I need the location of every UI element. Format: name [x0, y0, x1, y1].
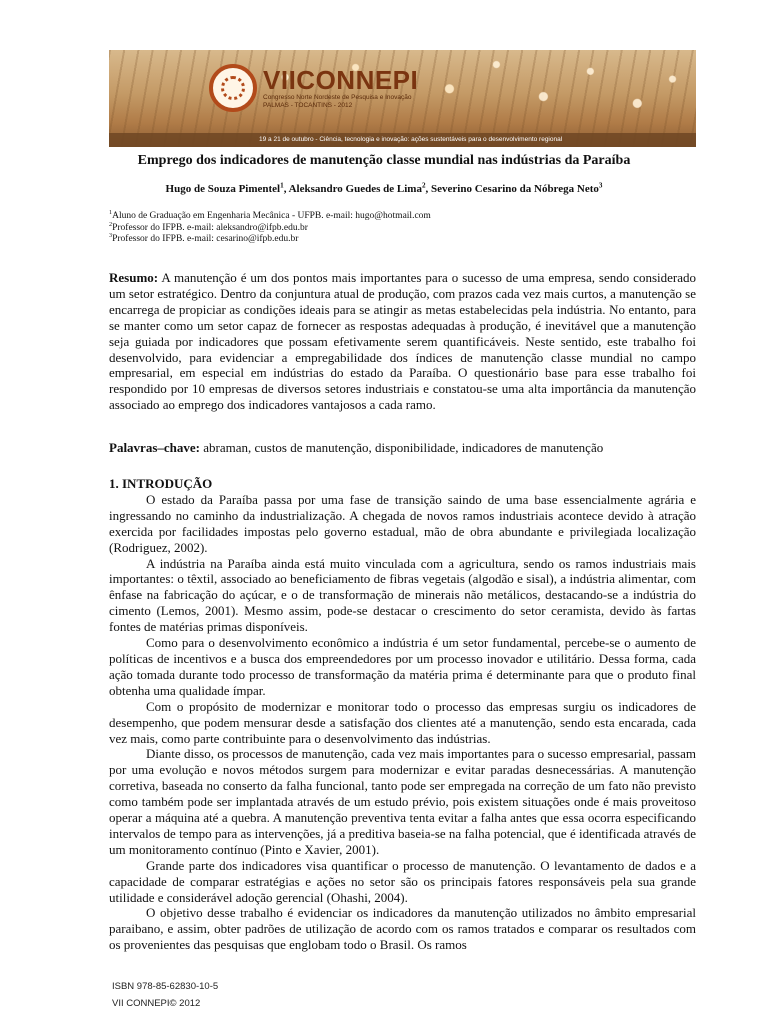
conference-brand: VIICONNEPI	[263, 65, 419, 95]
author-list: Hugo de Souza Pimentel$^1$, Aleksandro Guedes de Lima$^2$, Severino Cesarino da Nóbrega Neto$^3$	[165, 181, 603, 195]
conference-location: PALMAS - TOCANTINS - 2012	[263, 102, 353, 109]
author-mark: 1	[280, 181, 284, 190]
affiliation-line: $^3$Professor do IFPB. e-mail: cesarino@ifpb.edu.br	[109, 232, 299, 244]
logo-ring-icon	[209, 64, 257, 112]
paragraph: O objetivo desse trabalho é evidenciar os indicadores da manutenção utilizados no âmbito empresarial paraibano, e assim, obter padrões de utilização de acordo com os ramos tratados e comparar os resultados com os provenientes das pesquisas que englobam todo o Brasil. Os ramos	[109, 905, 696, 953]
paragraph: Diante disso, os processos de manutenção, cada vez mais importantes para o sucesso empresarial, passam por uma evolução e novos métodos surgem para modernizar e evitar paradas desnecessárias. A manutenção corretiva, baseada no conserto da falha funcional, tanto pode ser empregada na correção de um fato não previsto como também pode ser implantada através de um estudo prévio, pois existem situações onde é mais proveitoso operar a máquina até a quebra. A manutenção preventiva tenta evitar a falha antes que essa ocorra especificando intervalos de tempo para as intervenções, já a preditiva baseia-se na falha potencial, que é identificada através de um monitoramento contínuo (Pinto e Xavier, 2001).	[109, 746, 696, 857]
author-mark: 3	[598, 181, 603, 190]
affiliations	[109, 211, 431, 246]
author-name: Severino Cesarino da Nóbrega Neto	[431, 183, 599, 195]
author-name: Hugo de Souza Pimentel	[165, 183, 281, 195]
abstract-text: A manutenção é um dos pontos mais importantes para o sucesso de uma empresa, sendo considerado um setor estratégico. Dentro da conjuntura atual de produção, com prazos cada vez mais curtos, a manutenção se encarrega de propiciar as condições ideais para se atingir as metas estabelecidas pela indústria. No entanto, para se manter como um setor capaz de fornecer as respostas adequadas à produção, é inevitável que a manutenção seja guiada por indicadores que possam efetivamente serem quantificáveis. Neste sentido, este trabalho foi desenvolvido, para evidenciar a empregabilidade dos índices de manutenção classe mundial no campo empresarial, em especial em indústrias do estado da Paraíba. O questionário base para esse trabalho foi respondido por 10 empresas de diversos setores industriais e constatou-se uma alta importância da manutenção associado ao emprego dos indicadores vantajosos a cada ramo.	[109, 270, 696, 413]
paragraph: A indústria na Paraíba ainda está muito vinculada com a agricultura, sendo os ramos industriais mais importantes: o têxtil, associado ao beneficiamento de fibras vegetais (algodão e sisal), a indústria alimentar, com ênfase na fabricação do açúcar, e o de transformação de minerais não metálicos, destacando-se a indústria do cimento (Lemos, 2001). Mesmo assim, pode-se destacar o crescimento do setor ceramista, devido às fartas fontes de matérias primas disponíveis.	[109, 555, 696, 635]
footer-isbn: ISBN 978-85-62830-10-5	[112, 981, 219, 992]
section-heading: 1. INTRODUÇÃO	[109, 476, 213, 491]
affiliation-line: $^1$Aluno de Graduação em Engenharia Mecânica - UFPB. e-mail: hugo@hotmail.com	[109, 209, 431, 221]
paragraph: Como para o desenvolvimento econômico a indústria é um setor fundamental, percebe-se o aumento de políticas de incentivos e a busca dos empreendedores por um processo inovador e utilitário. Dessa forma, cada ação tomada durante todo processo de transformação da matéria prima é determinante para que o produto final obtenha uma qualidade ímpar.	[109, 635, 696, 698]
paragraph: Grande parte dos indicadores visa quantificar o processo de manutenção. O levantamento de dados e a capacidade de comparar estratégias e ações no setor são os principais fatores responsáveis pela sua grande utilidade e considerável adoção gerencial (Ohashi, 2004).	[109, 857, 696, 905]
author-name: Aleksandro Guedes de Lima	[288, 183, 422, 195]
keywords-text: abraman, custos de manutenção, disponibilidade, indicadores de manutenção	[203, 440, 604, 455]
abstract	[109, 270, 696, 413]
conference-subtitle: Congresso Norte Nordeste de Pesquisa e Inovação	[263, 94, 412, 101]
footer-copyright: VII CONNEPI© 2012	[112, 998, 201, 1009]
paragraph: Com o propósito de modernizar e monitorar todo o processo das empresas surgiu os indicadores de desempenho, que podem mensurar desde a satisfação dos clientes até a manutenção, sendo esta encarada, cada vez mais, como parte contribuinte para o desenvolvimento das indústrias.	[109, 698, 696, 746]
paper-title: Emprego dos indicadores de manutenção classe mundial nas indústrias da Paraíba	[137, 153, 631, 168]
abstract-label: Resumo:	[109, 270, 159, 285]
keywords-label: Palavras–chave:	[109, 440, 200, 455]
keywords	[109, 440, 696, 456]
conference-banner	[109, 50, 696, 147]
paragraph: O estado da Paraíba passa por uma fase de transição saindo de uma base essencialmente agrária e ingressando no caminho da industrialização. A chegada de novos ramos industriais acontece devido à atração exercida por facilidades impostas pelo governo estadual, mão de obra abundante e privilegiada localização (Rodriguez, 2002).	[109, 491, 696, 555]
author-mark: 2	[421, 181, 426, 190]
banner-strip: 19 a 21 de outubro - Ciência, tecnologia e inovação: ações sustentáveis para o desenvolvimento regional	[109, 133, 696, 147]
affiliation-line: $^2$Professor do IFPB. e-mail: aleksandro@ifpb.edu.br	[109, 221, 308, 233]
introduction-section	[109, 476, 696, 953]
conference-logo	[209, 64, 418, 112]
